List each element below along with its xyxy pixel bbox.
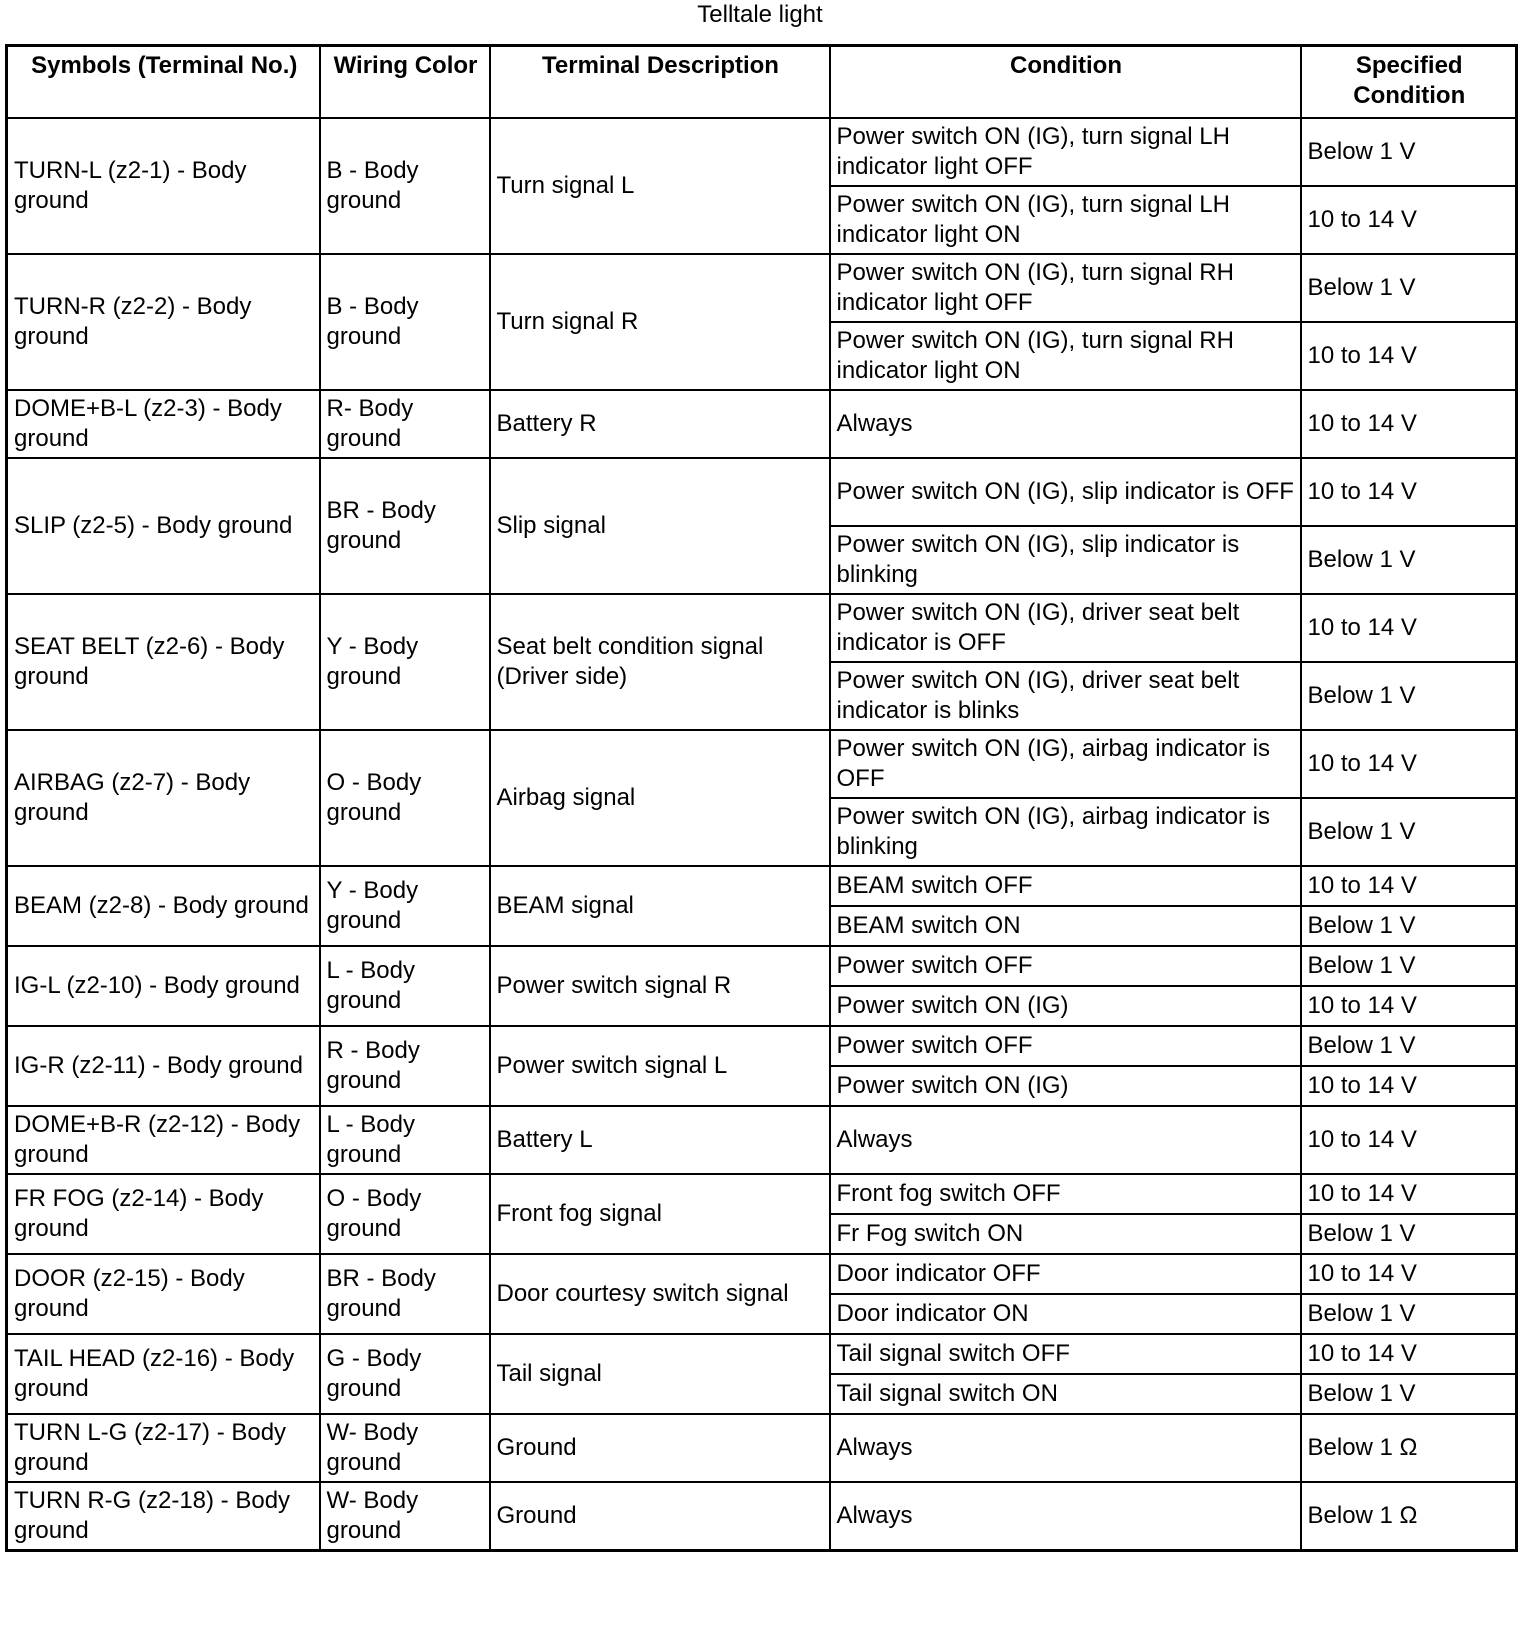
- cell-specified-condition: 10 to 14 V: [1301, 1106, 1517, 1174]
- cell-condition: Power switch ON (IG), driver seat belt indicator is OFF: [830, 594, 1301, 662]
- cell-condition: Tail signal switch ON: [830, 1374, 1301, 1414]
- table-row: [7, 1026, 1517, 1066]
- table-row: [7, 254, 1517, 322]
- table-row: [7, 1334, 1517, 1374]
- cell-symbol: SEAT BELT (z2-6) - Body ground: [7, 594, 320, 730]
- cell-specified-condition: Below 1 V: [1301, 526, 1517, 594]
- cell-specified-condition: Below 1 V: [1301, 118, 1517, 186]
- terminal-spec-table: [5, 44, 1518, 1552]
- cell-wiring-color: BR - Body ground: [320, 1254, 490, 1334]
- cell-condition: Power switch ON (IG): [830, 1066, 1301, 1106]
- cell-specified-condition: Below 1 V: [1301, 662, 1517, 730]
- table-body: [7, 118, 1517, 1551]
- cell-specified-condition: 10 to 14 V: [1301, 866, 1517, 906]
- cell-condition: Power switch ON (IG), turn signal LH indicator light OFF: [830, 118, 1301, 186]
- cell-terminal-description: Battery L: [490, 1106, 830, 1174]
- cell-condition: Power switch ON (IG), driver seat belt indicator is blinks: [830, 662, 1301, 730]
- cell-condition: Power switch ON (IG), slip indicator is OFF: [830, 458, 1301, 526]
- cell-specified-condition: 10 to 14 V: [1301, 986, 1517, 1026]
- cell-specified-condition: 10 to 14 V: [1301, 186, 1517, 254]
- table-row: [7, 1106, 1517, 1174]
- cell-specified-condition: 10 to 14 V: [1301, 390, 1517, 458]
- cell-specified-condition: Below 1 V: [1301, 1026, 1517, 1066]
- cell-condition: Power switch ON (IG), slip indicator is blinking: [830, 526, 1301, 594]
- cell-wiring-color: L - Body ground: [320, 946, 490, 1026]
- cell-condition: Power switch ON (IG), airbag indicator is OFF: [830, 730, 1301, 798]
- table-row: [7, 866, 1517, 906]
- cell-condition: Front fog switch OFF: [830, 1174, 1301, 1214]
- cell-wiring-color: O - Body ground: [320, 1174, 490, 1254]
- cell-symbol: DOME+B-R (z2-12) - Body ground: [7, 1106, 320, 1174]
- cell-condition: Fr Fog switch ON: [830, 1214, 1301, 1254]
- cell-symbol: TURN L-G (z2-17) - Body ground: [7, 1414, 320, 1482]
- table-row: [7, 1414, 1517, 1482]
- table-row: [7, 118, 1517, 186]
- cell-specified-condition: Below 1 V: [1301, 798, 1517, 866]
- table-row: [7, 730, 1517, 798]
- cell-symbol: IG-R (z2-11) - Body ground: [7, 1026, 320, 1106]
- cell-specified-condition: Below 1 V: [1301, 1214, 1517, 1254]
- header-specified-condition: Specified Condition: [1301, 46, 1517, 119]
- cell-symbol: SLIP (z2-5) - Body ground: [7, 458, 320, 594]
- cell-wiring-color: W- Body ground: [320, 1482, 490, 1551]
- cell-condition: Power switch ON (IG): [830, 986, 1301, 1026]
- header-condition: Condition: [830, 46, 1301, 119]
- cell-terminal-description: Power switch signal R: [490, 946, 830, 1026]
- cell-symbol: TURN R-G (z2-18) - Body ground: [7, 1482, 320, 1551]
- cell-specified-condition: Below 1 Ω: [1301, 1482, 1517, 1551]
- cell-condition: Always: [830, 1414, 1301, 1482]
- header-wiring-color: Wiring Color: [320, 46, 490, 119]
- cell-symbol: TURN-L (z2-1) - Body ground: [7, 118, 320, 254]
- cell-wiring-color: BR - Body ground: [320, 458, 490, 594]
- cell-terminal-description: Tail signal: [490, 1334, 830, 1414]
- cell-wiring-color: R - Body ground: [320, 1026, 490, 1106]
- table-row: [7, 1482, 1517, 1551]
- cell-condition: Always: [830, 1106, 1301, 1174]
- cell-wiring-color: Y - Body ground: [320, 594, 490, 730]
- cell-specified-condition: 10 to 14 V: [1301, 458, 1517, 526]
- cell-terminal-description: Turn signal R: [490, 254, 830, 390]
- cell-symbol: BEAM (z2-8) - Body ground: [7, 866, 320, 946]
- cell-specified-condition: Below 1 V: [1301, 1294, 1517, 1334]
- cell-condition: Always: [830, 1482, 1301, 1551]
- cell-specified-condition: Below 1 V: [1301, 906, 1517, 946]
- cell-condition: BEAM switch ON: [830, 906, 1301, 946]
- cell-symbol: IG-L (z2-10) - Body ground: [7, 946, 320, 1026]
- cell-terminal-description: Power switch signal L: [490, 1026, 830, 1106]
- cell-condition: BEAM switch OFF: [830, 866, 1301, 906]
- cell-specified-condition: Below 1 V: [1301, 254, 1517, 322]
- cell-specified-condition: 10 to 14 V: [1301, 1334, 1517, 1374]
- cell-specified-condition: 10 to 14 V: [1301, 730, 1517, 798]
- cell-terminal-description: Battery R: [490, 390, 830, 458]
- cell-condition: Power switch OFF: [830, 1026, 1301, 1066]
- cell-wiring-color: Y - Body ground: [320, 866, 490, 946]
- cell-specified-condition: Below 1 Ω: [1301, 1414, 1517, 1482]
- table-row: [7, 594, 1517, 662]
- cell-terminal-description: Turn signal L: [490, 118, 830, 254]
- table-row: [7, 1174, 1517, 1214]
- cell-specified-condition: Below 1 V: [1301, 1374, 1517, 1414]
- cell-symbol: FR FOG (z2-14) - Body ground: [7, 1174, 320, 1254]
- cell-symbol: TURN-R (z2-2) - Body ground: [7, 254, 320, 390]
- cell-symbol: DOME+B-L (z2-3) - Body ground: [7, 390, 320, 458]
- cell-specified-condition: 10 to 14 V: [1301, 1174, 1517, 1214]
- cell-condition: Door indicator ON: [830, 1294, 1301, 1334]
- cell-symbol: TAIL HEAD (z2-16) - Body ground: [7, 1334, 320, 1414]
- table-row: [7, 1254, 1517, 1294]
- table-row: [7, 390, 1517, 458]
- cell-terminal-description: BEAM signal: [490, 866, 830, 946]
- cell-condition: Power switch ON (IG), airbag indicator is blinking: [830, 798, 1301, 866]
- cell-condition: Power switch ON (IG), turn signal LH indicator light ON: [830, 186, 1301, 254]
- cell-specified-condition: Below 1 V: [1301, 946, 1517, 986]
- cell-wiring-color: O - Body ground: [320, 730, 490, 866]
- page-title: Telltale light: [697, 1, 823, 28]
- header-terminal-description: Terminal Description: [490, 46, 830, 119]
- cell-condition: Power switch ON (IG), turn signal RH indicator light ON: [830, 322, 1301, 390]
- cell-terminal-description: Door courtesy switch signal: [490, 1254, 830, 1334]
- cell-symbol: DOOR (z2-15) - Body ground: [7, 1254, 320, 1334]
- cell-specified-condition: 10 to 14 V: [1301, 594, 1517, 662]
- cell-wiring-color: R- Body ground: [320, 390, 490, 458]
- cell-condition: Door indicator OFF: [830, 1254, 1301, 1294]
- header-symbols: Symbols (Terminal No.): [7, 46, 320, 119]
- cell-wiring-color: B - Body ground: [320, 118, 490, 254]
- cell-wiring-color: G - Body ground: [320, 1334, 490, 1414]
- cell-specified-condition: 10 to 14 V: [1301, 1254, 1517, 1294]
- cell-condition: Power switch OFF: [830, 946, 1301, 986]
- header-row: [7, 46, 1517, 119]
- cell-terminal-description: Slip signal: [490, 458, 830, 594]
- cell-specified-condition: 10 to 14 V: [1301, 322, 1517, 390]
- cell-terminal-description: Seat belt condition signal (Driver side): [490, 594, 830, 730]
- cell-terminal-description: Ground: [490, 1414, 830, 1482]
- cell-terminal-description: Airbag signal: [490, 730, 830, 866]
- cell-condition: Always: [830, 390, 1301, 458]
- cell-condition: Tail signal switch OFF: [830, 1334, 1301, 1374]
- cell-condition: Power switch ON (IG), turn signal RH indicator light OFF: [830, 254, 1301, 322]
- cell-symbol: AIRBAG (z2-7) - Body ground: [7, 730, 320, 866]
- cell-terminal-description: Ground: [490, 1482, 830, 1551]
- cell-wiring-color: L - Body ground: [320, 1106, 490, 1174]
- table-row: [7, 458, 1517, 526]
- cell-wiring-color: W- Body ground: [320, 1414, 490, 1482]
- table-row: [7, 946, 1517, 986]
- cell-terminal-description: Front fog signal: [490, 1174, 830, 1254]
- cell-specified-condition: 10 to 14 V: [1301, 1066, 1517, 1106]
- cell-wiring-color: B - Body ground: [320, 254, 490, 390]
